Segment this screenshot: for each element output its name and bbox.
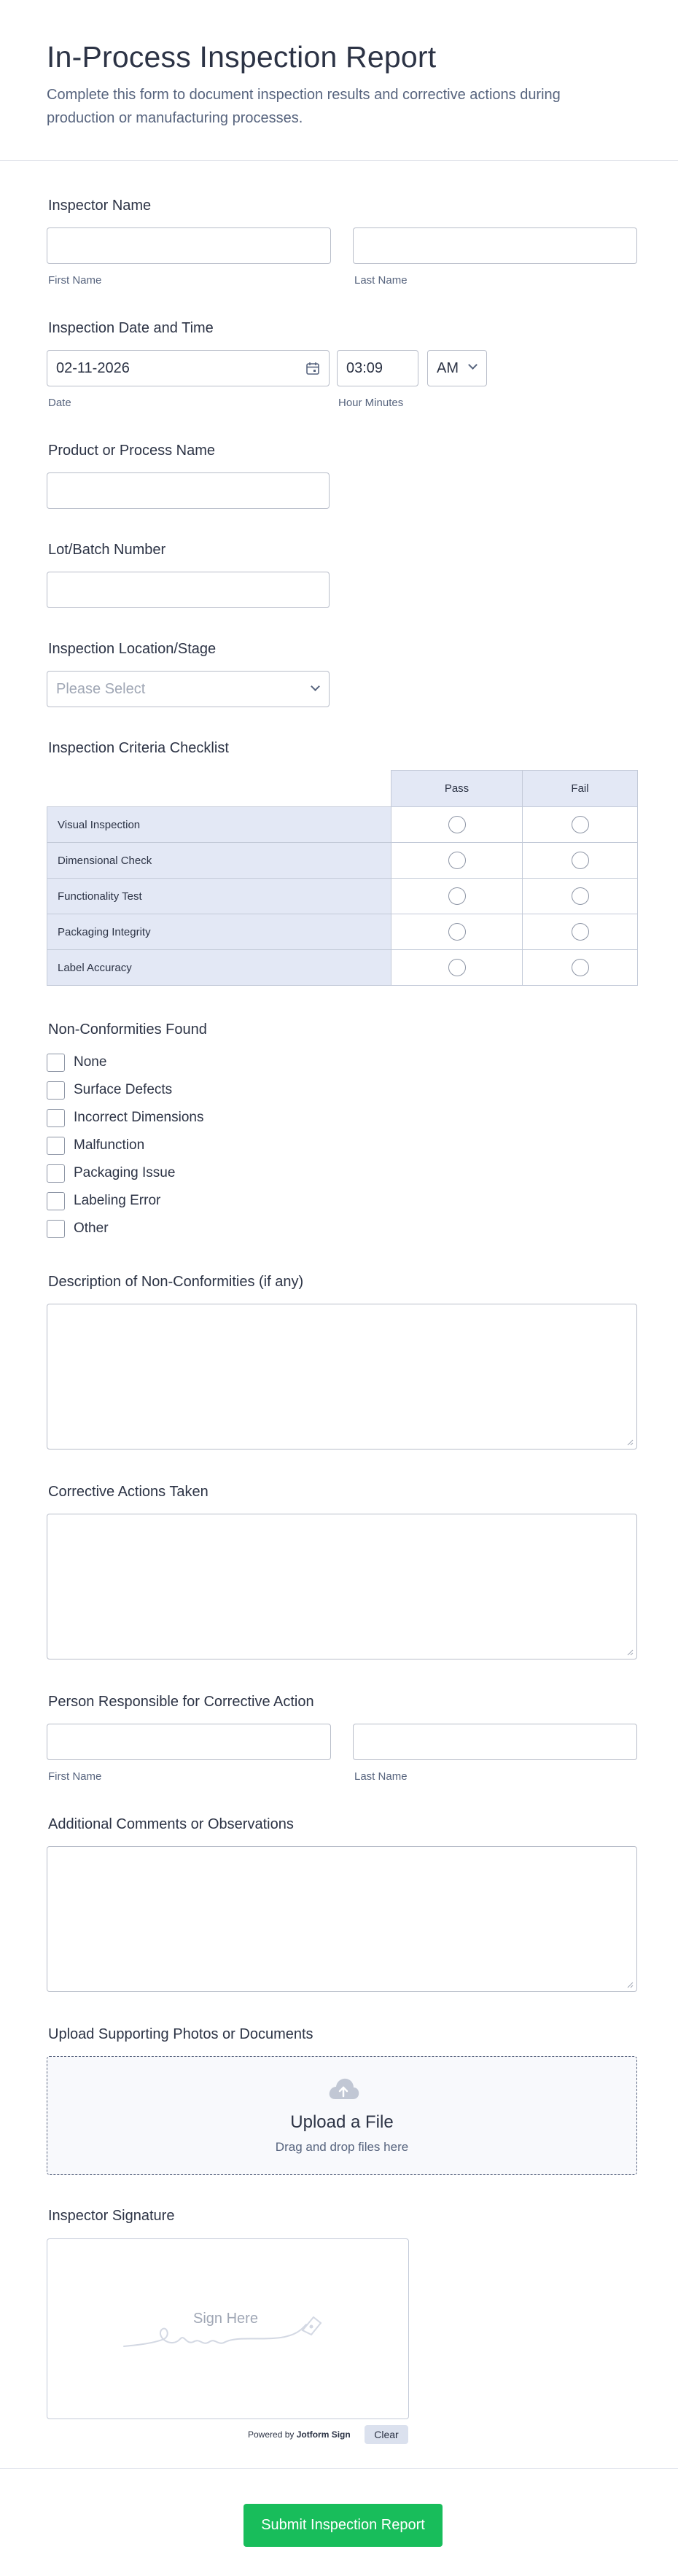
- table-row: [47, 807, 638, 843]
- powered-by-prefix: Powered by: [248, 2429, 295, 2440]
- comments-textarea[interactable]: [47, 1846, 637, 1992]
- table-row: [47, 843, 638, 879]
- table-row: [47, 950, 638, 986]
- radio-pass[interactable]: [448, 816, 466, 833]
- location-select[interactable]: [47, 671, 330, 707]
- checkbox-label: Packaging Issue: [74, 1165, 176, 1180]
- checkbox[interactable]: [47, 1054, 65, 1072]
- page-title: In-Process Inspection Report: [47, 40, 437, 74]
- checkbox-label: None: [74, 1054, 107, 1070]
- resize-handle-icon[interactable]: [626, 1439, 634, 1446]
- responsible-last-name-sublabel: Last Name: [354, 1770, 408, 1783]
- ampm-select[interactable]: [427, 350, 487, 386]
- checkbox-label: Other: [74, 1221, 109, 1236]
- inspector-last-name-input[interactable]: [353, 227, 637, 264]
- table-row: [47, 879, 638, 914]
- upload-hint: Drag and drop files here: [275, 2140, 409, 2154]
- description-textarea[interactable]: [47, 1304, 637, 1450]
- checkbox-label: Surface Defects: [74, 1082, 173, 1097]
- signature-pad[interactable]: [47, 2238, 409, 2419]
- cloud-upload-icon: [327, 2076, 360, 2106]
- radio-fail[interactable]: [572, 887, 589, 905]
- checkbox[interactable]: [47, 1220, 65, 1238]
- location-placeholder: Please Select: [56, 681, 146, 697]
- form-footer: [0, 2468, 678, 2576]
- inspection-time-sublabel: Hour Minutes: [338, 397, 404, 409]
- checkbox-option[interactable]: [47, 1052, 106, 1073]
- corrective-actions-textarea[interactable]: [47, 1514, 637, 1659]
- inspection-time-input[interactable]: [337, 350, 418, 386]
- checkbox-option[interactable]: [47, 1080, 172, 1100]
- resize-handle-icon[interactable]: [626, 1649, 634, 1656]
- responsible-first-name-input[interactable]: [47, 1724, 331, 1760]
- responsible-last-name-input[interactable]: [353, 1724, 637, 1760]
- radio-pass[interactable]: [448, 887, 466, 905]
- checkbox[interactable]: [47, 1192, 65, 1210]
- row-label: Visual Inspection: [47, 807, 391, 843]
- inspection-date-input[interactable]: [47, 350, 330, 386]
- upload-label: Upload Supporting Photos or Documents: [48, 2026, 313, 2042]
- radio-fail[interactable]: [572, 852, 589, 869]
- column-fail: Fail: [523, 771, 638, 807]
- signature-scribble-icon: [120, 2308, 339, 2356]
- file-upload-dropzone[interactable]: [47, 2056, 637, 2175]
- corrective-actions-label: Corrective Actions Taken: [48, 1484, 209, 1500]
- checkbox-option[interactable]: [47, 1135, 144, 1156]
- radio-fail[interactable]: [572, 923, 589, 941]
- checkbox-option[interactable]: [47, 1108, 203, 1128]
- page-description: Complete this form to document inspection results and corrective actions during production or manufacturing processes.: [47, 87, 561, 126]
- responsible-label: Person Responsible for Corrective Action: [48, 1694, 314, 1710]
- checkbox[interactable]: [47, 1164, 65, 1183]
- checkbox[interactable]: [47, 1081, 65, 1100]
- checkbox-option[interactable]: [47, 1163, 175, 1183]
- location-label: Inspection Location/Stage: [48, 641, 217, 657]
- ampm-value: AM: [437, 360, 459, 376]
- inspector-name-label: Inspector Name: [48, 198, 152, 214]
- description-label: Description of Non-Conformities (if any): [48, 1274, 304, 1290]
- inspector-last-name-sublabel: Last Name: [354, 274, 408, 287]
- clear-signature-button[interactable]: Clear: [365, 2425, 408, 2444]
- row-label: Dimensional Check: [47, 843, 391, 879]
- checkbox-label: Incorrect Dimensions: [74, 1110, 204, 1125]
- inspection-date-sublabel: Date: [48, 397, 71, 409]
- calendar-icon[interactable]: [305, 361, 320, 379]
- column-pass: Pass: [391, 771, 523, 807]
- checkbox-label: Labeling Error: [74, 1193, 161, 1208]
- lot-number-input[interactable]: [47, 572, 330, 608]
- checkbox-option[interactable]: [47, 1218, 109, 1239]
- responsible-first-name-sublabel: First Name: [48, 1770, 102, 1783]
- radio-pass[interactable]: [448, 959, 466, 976]
- upload-title: Upload a File: [290, 2112, 394, 2132]
- radio-fail[interactable]: [572, 959, 589, 976]
- inspection-checklist-matrix: [47, 770, 638, 986]
- inspector-first-name-input[interactable]: [47, 227, 331, 264]
- table-row: [47, 914, 638, 950]
- inspection-time-value: 03:09: [346, 360, 383, 376]
- checkbox[interactable]: [47, 1109, 65, 1127]
- product-name-input[interactable]: [47, 472, 330, 509]
- submit-button[interactable]: Submit Inspection Report: [243, 2504, 443, 2547]
- checkbox-option[interactable]: [47, 1191, 160, 1211]
- powered-by-text: [248, 2429, 351, 2440]
- row-label: Packaging Integrity: [47, 914, 391, 950]
- inspection-datetime-label: Inspection Date and Time: [48, 320, 214, 336]
- signature-label: Inspector Signature: [48, 2208, 175, 2224]
- resize-handle-icon[interactable]: [626, 1981, 634, 1988]
- signature-placeholder: Sign Here: [193, 2311, 258, 2327]
- inspector-first-name-sublabel: First Name: [48, 274, 102, 287]
- chevron-down-icon: [468, 360, 478, 370]
- nonconformities-label: Non-Conformities Found: [48, 1022, 207, 1038]
- powered-by-brand: Jotform Sign: [296, 2429, 351, 2440]
- checkbox[interactable]: [47, 1137, 65, 1155]
- row-label: Functionality Test: [47, 879, 391, 914]
- inspection-date-value: 02-11-2026: [56, 360, 130, 376]
- checkbox-label: Malfunction: [74, 1137, 145, 1153]
- row-label: Label Accuracy: [47, 950, 391, 986]
- radio-pass[interactable]: [448, 923, 466, 941]
- product-name-label: Product or Process Name: [48, 443, 215, 459]
- lot-number-label: Lot/Batch Number: [48, 542, 166, 558]
- form-header: [0, 0, 678, 161]
- checklist-label: Inspection Criteria Checklist: [48, 740, 229, 756]
- radio-pass[interactable]: [448, 852, 466, 869]
- radio-fail[interactable]: [572, 816, 589, 833]
- comments-label: Additional Comments or Observations: [48, 1816, 294, 1832]
- chevron-down-icon: [311, 682, 320, 691]
